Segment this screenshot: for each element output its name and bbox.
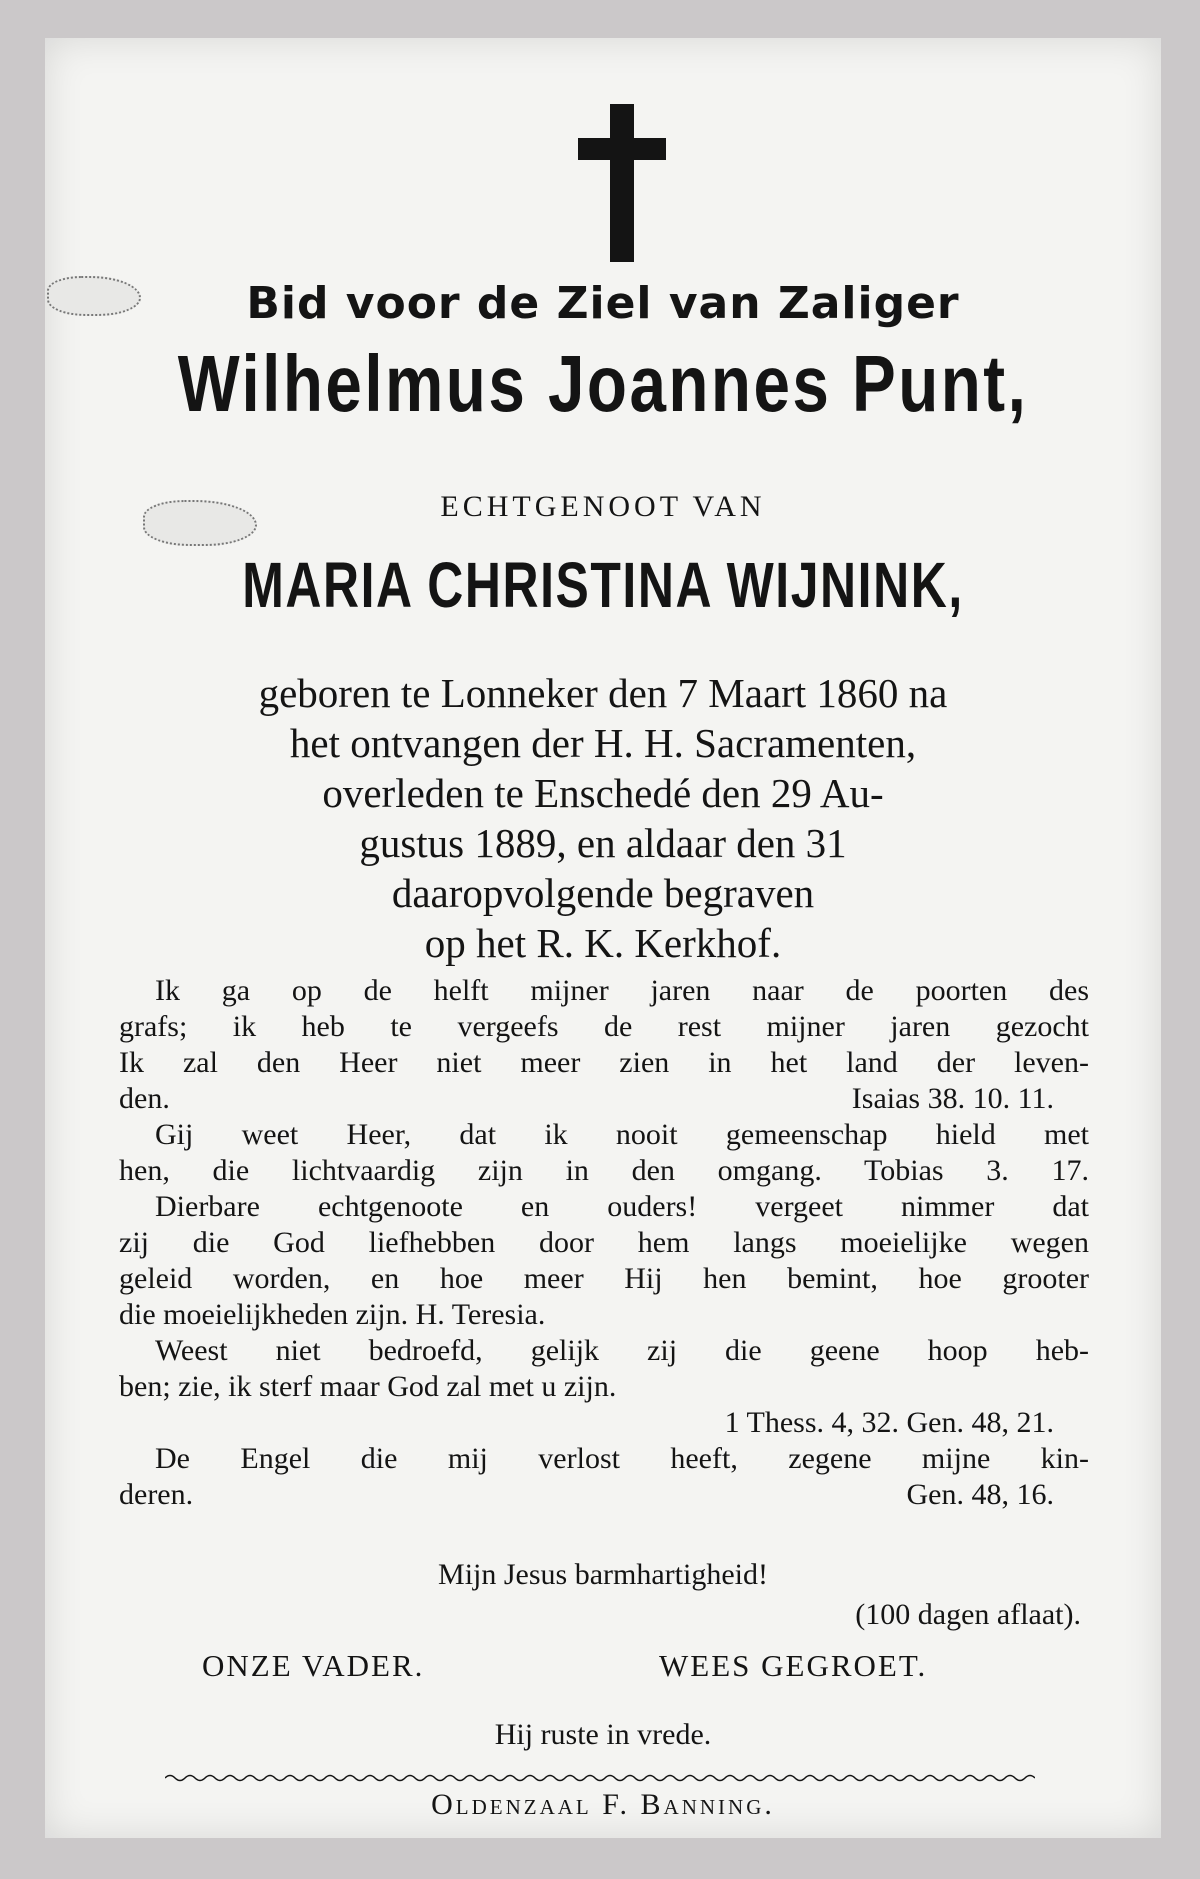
birth-line: daaropvolgende begraven: [391, 870, 815, 916]
spouse-name: MARIA CHRISTINA WIJNINK,: [242, 549, 964, 621]
cross-icon: [578, 104, 666, 262]
prayer-our-father: ONZE VADER.: [202, 1648, 425, 1683]
deceased-name: Wilhelmus Joannes Punt,: [177, 339, 1029, 428]
verse-line: grafs; ik heb te vergeefs de rest mijner jaren gezocht: [119, 1010, 1089, 1043]
verse-reference: Gen. 48, 16.: [906, 1478, 1054, 1511]
verse-line: Dierbare echtgenoote en ouders! vergeet nimmer dat: [155, 1190, 1089, 1223]
verse-line: ben; zie, ik sterf maar God zal met u zijn.: [119, 1370, 617, 1403]
verse-line: die moeielijkheden zijn. H. Teresia.: [119, 1298, 546, 1331]
birth-death-text: [45, 668, 1161, 968]
scripture-verses: [119, 973, 1089, 1513]
verse-line: Ik ga op de helft mijner jaren naar de poorten des: [155, 974, 1089, 1007]
paper-damage: [143, 500, 257, 546]
verse-line: Weest niet bedroefd, gelijk zij die geene hoop heb-: [155, 1334, 1089, 1367]
verse-line: Ik zal den Heer niet meer zien in het land der leven-: [119, 1046, 1089, 1079]
birth-line: gustus 1889, en aldaar den 31: [359, 820, 847, 866]
verse-line: [119, 1405, 1089, 1441]
verse-line: [119, 1477, 1089, 1513]
verse-text: den.: [119, 1082, 170, 1115]
birth-line: het ontvangen der H. H. Sacramenten,: [289, 720, 917, 766]
verse-line: geleid worden, en hoe meer Hij hen bemint, hoe grooter: [119, 1262, 1089, 1295]
verse-reference: Isaias 38. 10. 11.: [851, 1082, 1054, 1115]
verse-text: deren.: [119, 1478, 194, 1511]
verse-line: De Engel die mij verlost heeft, zegene mijne kin-: [155, 1442, 1089, 1475]
printer-imprint: Oldenzaal F. Banning.: [431, 1788, 775, 1821]
ejaculation-prayer: Mijn Jesus barmhartigheid!: [438, 1558, 768, 1591]
verse-line: Gij weet Heer, dat ik nooit gemeenschap hield met: [155, 1118, 1089, 1151]
verse-line: [119, 1081, 1089, 1117]
memorial-card: [45, 38, 1161, 1838]
wavy-divider: [165, 1773, 1035, 1783]
paper-damage: [47, 276, 141, 316]
prayer-hail-mary: WEES GEGROET.: [659, 1648, 928, 1683]
birth-line: op het R. K. Kerkhof.: [424, 920, 782, 966]
verse-reference: 1 Thess. 4, 32. Gen. 48, 21.: [724, 1406, 1054, 1439]
indulgence-note: (100 dagen aflaat).: [855, 1598, 1081, 1631]
rest-in-peace: Hij ruste in vrede.: [494, 1718, 712, 1751]
verse-line: zij die God liefhebben door hem langs moeielijke wegen: [119, 1226, 1089, 1259]
prayer-heading: Bid voor de Ziel van Zaliger: [246, 278, 960, 329]
birth-line: geboren te Lonneker den 7 Maart 1860 na: [258, 670, 948, 716]
verse-line: hen, die lichtvaardig zijn in den omgang. Tobias 3. 17.: [119, 1154, 1089, 1187]
birth-line: overleden te Enschedé den 29 Au-: [322, 770, 884, 816]
spouse-label: ECHTGENOOT VAN: [440, 490, 766, 523]
